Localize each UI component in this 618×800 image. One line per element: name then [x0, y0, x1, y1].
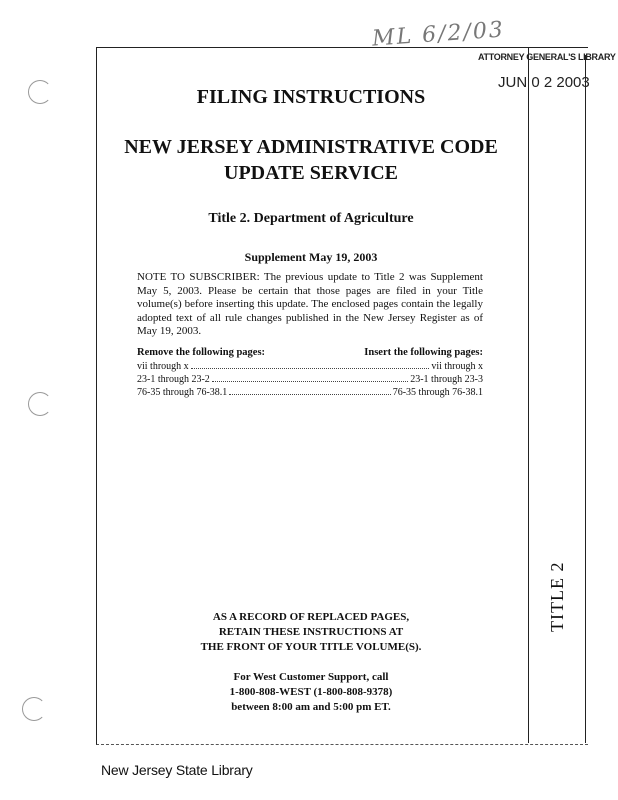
pages-table — [137, 347, 483, 399]
library-stamp: ATTORNEY GENERAL'S LIBRARY — [478, 52, 616, 62]
supplement-date: Supplement May 19, 2003 — [244, 250, 378, 264]
record-note — [96, 610, 526, 655]
remove-pages: 23-1 through 23-2 — [137, 374, 210, 385]
dot-leader — [212, 381, 408, 382]
remove-pages: vii through x — [137, 361, 189, 372]
record-note-line3: THE FRONT OF YOUR TITLE VOLUME(S). — [200, 641, 422, 653]
code-title-line1: NEW JERSEY ADMINISTRATIVE CODE — [124, 136, 498, 158]
support-phone: 1-800-808-WEST (1-800-808-9378) — [229, 686, 393, 698]
record-note-line1: AS A RECORD OF REPLACED PAGES, — [212, 611, 410, 623]
support-hours: between 8:00 am and 5:00 pm ET. — [231, 701, 391, 713]
table-row — [137, 360, 483, 373]
insert-pages: vii through x — [431, 361, 483, 372]
subscriber-note: NOTE TO SUBSCRIBER: The previous update to Title 2 was Supplement May 5, 2003. Please be certain that those pages are filed in your Title volume(s) before inserting this update. The enclosed pages contain the legally adopted text of all rule changes published in the New Jersey Register as of May 19, 2003. — [137, 271, 483, 337]
punch-hole-middle — [28, 392, 52, 416]
side-tab-title: TITLE 2 — [547, 561, 567, 632]
dot-leader — [191, 368, 430, 369]
code-title — [96, 134, 526, 186]
record-note-line2: RETAIN THESE INSTRUCTIONS AT — [218, 626, 404, 638]
punch-hole-bottom — [22, 697, 46, 721]
table-header — [137, 347, 483, 358]
code-title-line2: UPDATE SERVICE — [224, 162, 398, 184]
page-title: FILING INSTRUCTIONS — [196, 86, 426, 108]
insert-pages: 23-1 through 23-3 — [410, 374, 483, 385]
page-right-edge — [585, 55, 586, 743]
tab-divider — [528, 47, 529, 743]
remove-header: Remove the following pages: — [137, 347, 266, 358]
insert-pages: 76-35 through 76-38.1 — [392, 387, 483, 398]
table-row — [137, 373, 483, 386]
department-title: Title 2. Department of Agriculture — [208, 211, 414, 226]
dot-leader — [229, 394, 390, 395]
punch-hole-top — [28, 80, 52, 104]
footer-library-name: New Jersey State Library — [101, 762, 253, 778]
support-line1: For West Customer Support, call — [233, 671, 389, 683]
handwritten-initials: ML 6/2/03 — [371, 17, 506, 52]
table-row — [137, 386, 483, 399]
customer-support — [96, 670, 526, 715]
insert-header: Insert the following pages: — [364, 347, 483, 358]
date-stamp: JUN 0 2 2003 — [498, 74, 590, 91]
remove-pages: 76-35 through 76-38.1 — [137, 387, 228, 398]
